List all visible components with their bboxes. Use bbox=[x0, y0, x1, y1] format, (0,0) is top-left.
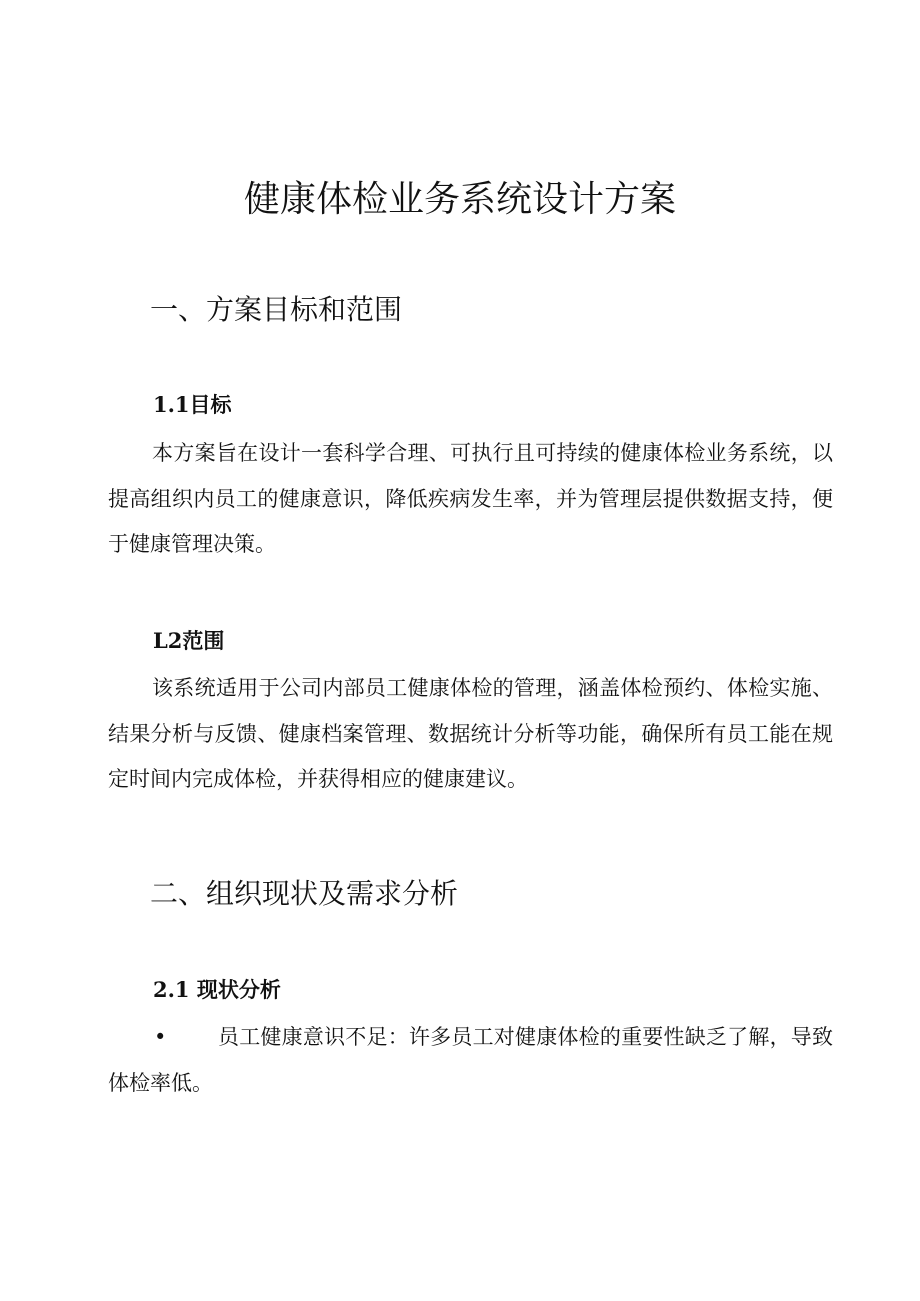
subsection-heading-1-1: 1.1目标 bbox=[153, 392, 232, 417]
section-heading-1: 一、方案目标和范围 bbox=[150, 293, 403, 326]
list-item bbox=[108, 1015, 833, 1106]
subsection-heading-1-2: L2范围 bbox=[153, 628, 225, 653]
paragraph-goal: 本方案旨在设计一套科学合理、可执行且可持续的健康体检业务系统，以提高组织内员工的健康意识，降低疾病发生率，并为管理层提供数据支持，便于健康管理决策。 bbox=[108, 441, 833, 556]
paragraph-scope: 该系统适用于公司内部员工健康体检的管理，涵盖体检预约、体检实施、结果分析与反馈、健康档案管理、数据统计分析等功能，确保所有员工能在规定时间内完成体检，并获得相应的健康建议。 bbox=[108, 676, 833, 791]
document-title: 健康体检业务系统设计方案 bbox=[243, 179, 676, 220]
section-heading-2: 二、组织现状及需求分析 bbox=[150, 877, 459, 910]
subsection-heading-2-1: 2.1 现状分析 bbox=[153, 977, 281, 1002]
bullet-text: 员工健康意识不足：许多员工对健康体检的重要性缺乏了解，导致体检率低。 bbox=[108, 1025, 833, 1095]
bullet-icon: • bbox=[154, 1025, 167, 1049]
